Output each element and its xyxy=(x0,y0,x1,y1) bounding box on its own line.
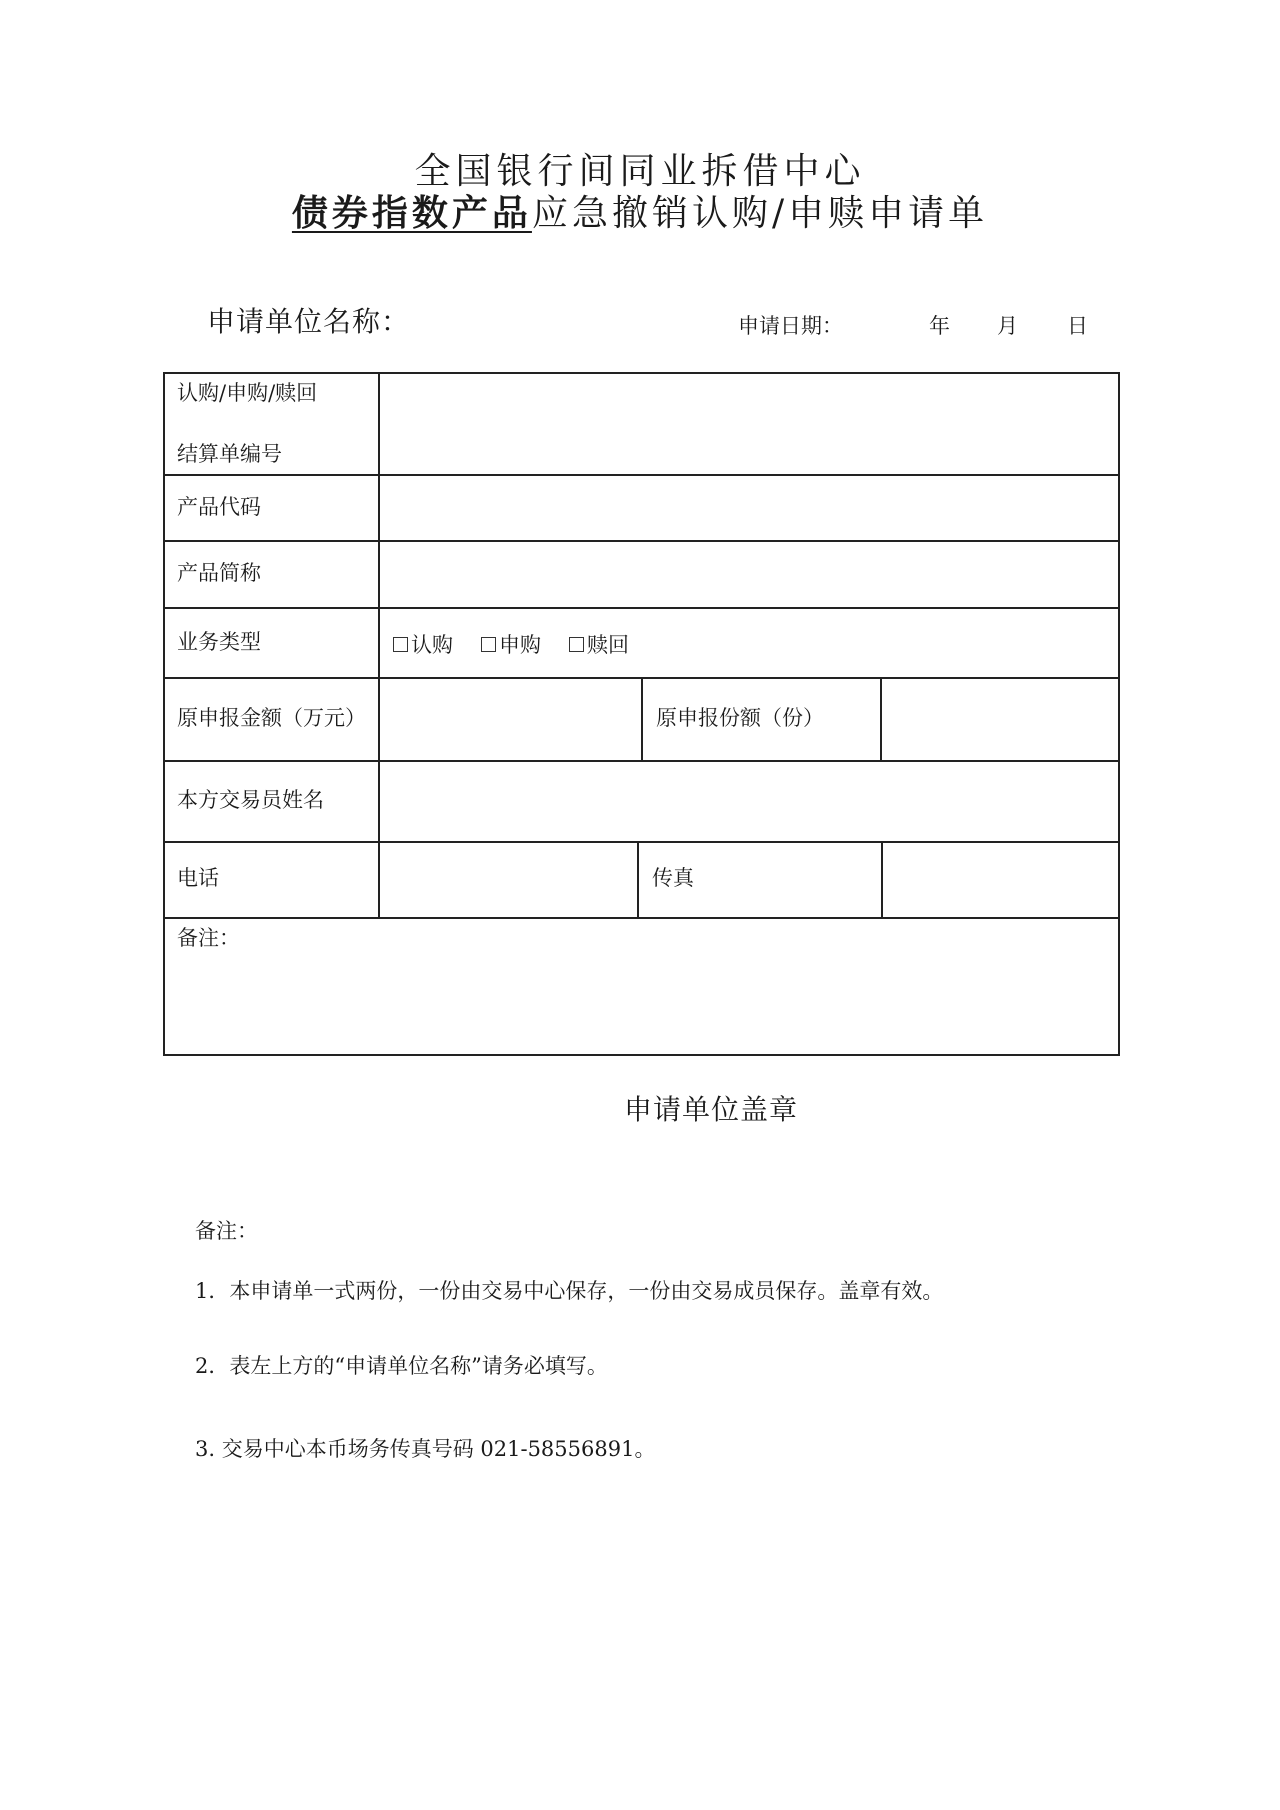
row-divider xyxy=(165,607,1118,609)
business-type-label: 业务类型 xyxy=(177,630,261,654)
option-label: 申购 xyxy=(499,633,541,657)
settlement-no-label-line2: 结算单编号 xyxy=(177,442,282,466)
option-label: 赎回 xyxy=(587,633,629,657)
column-divider xyxy=(637,841,639,917)
row-divider xyxy=(165,474,1118,476)
form-title-rest: 应急撤销认购/申赎申请单 xyxy=(531,193,989,234)
option-purchase[interactable] xyxy=(481,629,541,659)
date-month-label: 月 xyxy=(997,314,1018,338)
trader-name-label: 本方交易员姓名 xyxy=(177,788,324,812)
notes-heading: 备注： xyxy=(195,1219,258,1243)
column-divider xyxy=(880,677,882,760)
option-label: 认购 xyxy=(411,633,453,657)
column-divider xyxy=(641,677,643,760)
note-item-2: 2．表左上方的“申请单位名称”请务必填写。 xyxy=(195,1354,608,1378)
option-subscribe[interactable] xyxy=(393,629,453,659)
applicant-name-label: 申请单位名称： xyxy=(207,305,411,338)
date-day-label: 日 xyxy=(1067,314,1088,338)
phone-label: 电话 xyxy=(177,866,219,890)
row-divider xyxy=(165,760,1118,762)
note-item-1: 1．本申请单一式两份，一份由交易中心保存，一份由交易成员保存。盖章有效。 xyxy=(195,1279,944,1303)
original-shares-label: 原申报份额（份） xyxy=(656,706,824,730)
checkbox-icon[interactable] xyxy=(393,637,408,652)
original-amount-label: 原申报金额（万元） xyxy=(177,706,366,730)
application-form-table xyxy=(163,372,1120,1056)
row-divider xyxy=(165,841,1118,843)
settlement-no-label-line1: 认购/申购/赎回 xyxy=(177,381,318,405)
checkbox-icon[interactable] xyxy=(481,637,496,652)
form-title-emphasis: 债券指数产品 xyxy=(291,193,532,234)
form-title xyxy=(0,192,1280,236)
row-divider xyxy=(165,540,1118,542)
application-date-label: 申请日期： xyxy=(738,314,843,338)
product-code-label: 产品代码 xyxy=(177,495,261,519)
note-item-3: 3. 交易中心本币场务传真号码 021-58556891。 xyxy=(195,1437,656,1461)
column-divider xyxy=(881,841,883,917)
row-divider xyxy=(165,917,1118,919)
date-year-label: 年 xyxy=(929,314,950,338)
fax-label: 传真 xyxy=(652,866,694,890)
product-short-name-label: 产品简称 xyxy=(177,561,261,585)
org-title: 全国银行间同业拆借中心 xyxy=(414,151,866,192)
remarks-label: 备注： xyxy=(177,926,240,950)
column-divider xyxy=(378,374,380,917)
seal-label: 申请单位盖章 xyxy=(624,1093,799,1126)
checkbox-icon[interactable] xyxy=(569,637,584,652)
business-type-options xyxy=(393,629,657,659)
option-redeem[interactable] xyxy=(569,629,629,659)
